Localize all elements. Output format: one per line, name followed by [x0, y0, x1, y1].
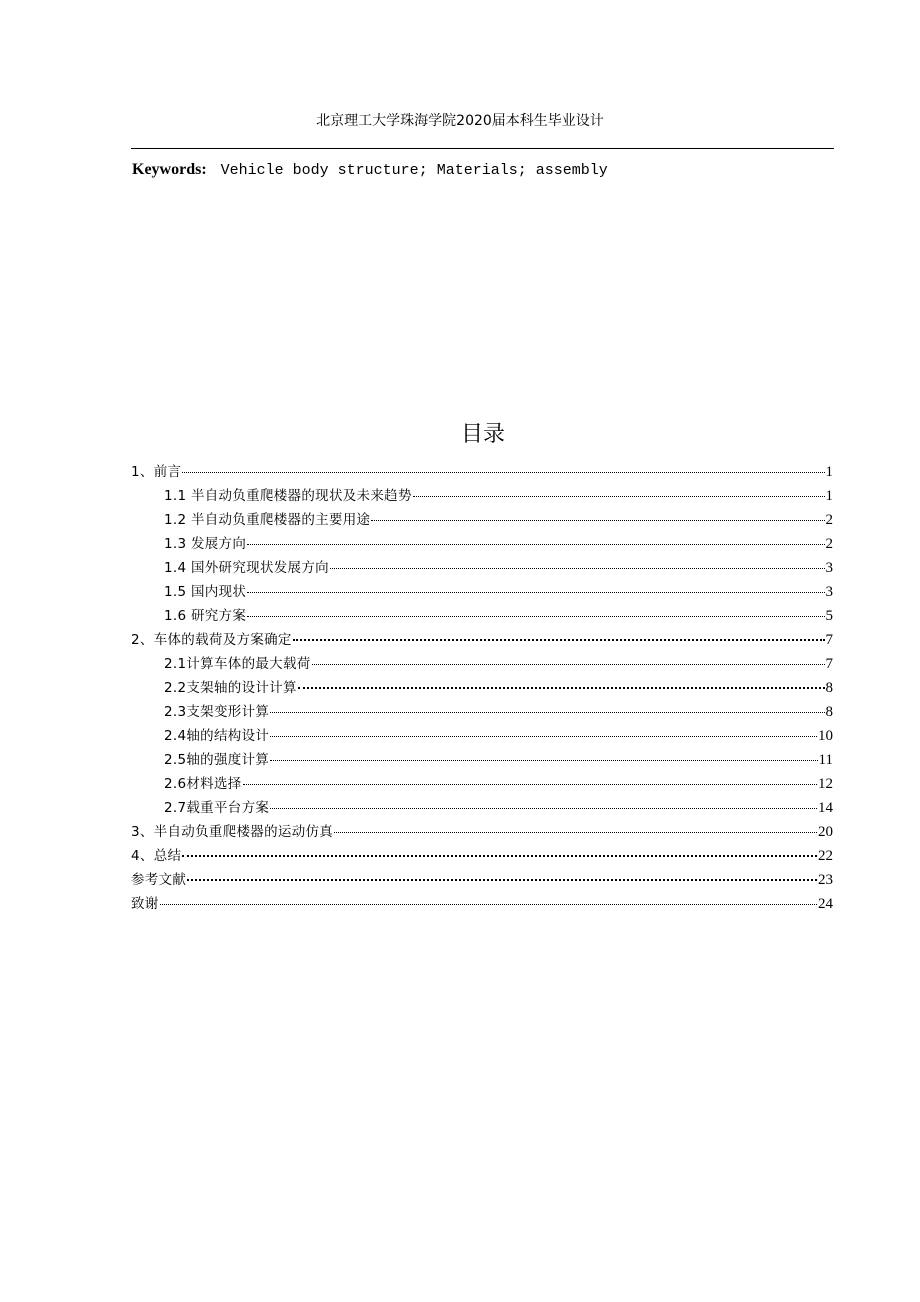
toc-leader	[334, 832, 817, 833]
toc-leader	[182, 472, 824, 473]
toc-entry[interactable]	[131, 580, 833, 604]
toc-leader	[270, 760, 817, 761]
header-rule	[131, 148, 834, 149]
toc-entry[interactable]	[131, 484, 833, 508]
toc-leader	[312, 664, 825, 665]
toc-entry[interactable]	[131, 748, 833, 772]
toc-leader	[247, 544, 824, 545]
toc-entry-text: 参考文献	[131, 872, 187, 888]
toc-page-number: 3	[825, 584, 833, 600]
toc-entry-text: 致谢	[131, 896, 159, 912]
toc-page-number: 7	[825, 632, 833, 648]
toc-entry[interactable]	[131, 508, 833, 532]
toc-entry-text: 2.4轴的结构设计	[164, 728, 270, 744]
toc-leader	[243, 784, 817, 785]
toc-entry[interactable]	[131, 556, 833, 580]
toc-entry[interactable]	[131, 724, 833, 748]
toc-entry-text: 1.4 国外研究现状发展方向	[164, 560, 329, 576]
keywords-text: Vehicle body structure; Materials; assembly	[220, 162, 608, 179]
toc-leader	[182, 855, 817, 857]
toc-entry[interactable]	[131, 460, 833, 484]
toc-page-number: 14	[818, 800, 833, 816]
toc-entry[interactable]	[131, 892, 833, 916]
toc-entry-text: 3、半自动负重爬楼器的运动仿真	[131, 824, 334, 840]
toc-leader	[247, 616, 824, 617]
toc-entry[interactable]	[131, 652, 833, 676]
toc-page-number: 2	[825, 536, 833, 552]
toc-leader	[330, 568, 825, 569]
toc-leader	[413, 496, 825, 497]
toc-page-number: 20	[818, 824, 833, 840]
toc-entry-text: 1.1 半自动负重爬楼器的现状及未来趋势	[164, 488, 412, 504]
toc-entry[interactable]	[131, 604, 833, 628]
toc-entry-text: 2.7载重平台方案	[164, 800, 270, 816]
toc-entry-text: 2.3支架变形计算	[164, 704, 270, 720]
toc-page-number: 3	[825, 560, 833, 576]
toc-entry-text: 2.5轴的强度计算	[164, 752, 270, 768]
toc-leader	[187, 879, 817, 881]
toc-entry[interactable]	[131, 820, 833, 844]
toc-page-number: 10	[818, 728, 833, 744]
toc-leader	[298, 687, 825, 689]
toc-leader	[293, 639, 825, 641]
toc-entry-text: 1.6 研究方案	[164, 608, 247, 624]
toc-entry[interactable]	[131, 628, 833, 652]
toc-leader	[270, 712, 824, 713]
toc-entry[interactable]	[131, 844, 833, 868]
toc-page-number: 12	[818, 776, 833, 792]
toc-entry-text: 4、总结	[131, 848, 182, 864]
toc-entry[interactable]	[131, 796, 833, 820]
toc-entry-text: 1、前言	[131, 464, 182, 480]
keywords-label: Keywords:	[132, 161, 207, 178]
toc-entry-text: 1.5 国内现状	[164, 584, 247, 600]
toc-entry-text: 2、车体的载荷及方案确定	[131, 632, 292, 648]
toc-leader	[270, 808, 817, 809]
toc-entry[interactable]	[131, 868, 833, 892]
toc-entry[interactable]	[131, 772, 833, 796]
toc-page-number: 2	[825, 512, 833, 528]
toc-entry-text: 1.2 半自动负重爬楼器的主要用途	[164, 512, 371, 528]
toc-leader	[371, 520, 824, 521]
toc-entry[interactable]	[131, 676, 833, 700]
toc-entry-text: 2.6材料选择	[164, 776, 242, 792]
toc-page-number: 8	[825, 680, 833, 696]
toc-entry-text: 2.1计算车体的最大载荷	[164, 656, 311, 672]
keywords-line	[132, 157, 608, 183]
toc-page-number: 1	[825, 488, 833, 504]
toc-entry[interactable]	[131, 532, 833, 556]
toc-entry[interactable]	[131, 700, 833, 724]
toc-page-number: 24	[818, 896, 833, 912]
toc-page-number: 8	[825, 704, 833, 720]
toc-entry-text: 2.2支架轴的设计计算	[164, 680, 297, 696]
toc-leader	[160, 904, 817, 905]
toc-page-number: 22	[818, 848, 833, 864]
toc-leader	[270, 736, 817, 737]
page-header: 北京理工大学珠海学院2020届本科生毕业设计	[316, 113, 604, 129]
toc-page-number: 7	[825, 656, 833, 672]
toc-page-number: 11	[818, 752, 833, 768]
toc-leader	[247, 592, 824, 593]
toc-entry-text: 1.3 发展方向	[164, 536, 247, 552]
toc-page-number: 5	[825, 608, 833, 624]
table-of-contents	[131, 460, 833, 916]
toc-page-number: 23	[818, 872, 833, 888]
toc-page-number: 1	[825, 464, 833, 480]
toc-title: 目录	[460, 422, 505, 447]
